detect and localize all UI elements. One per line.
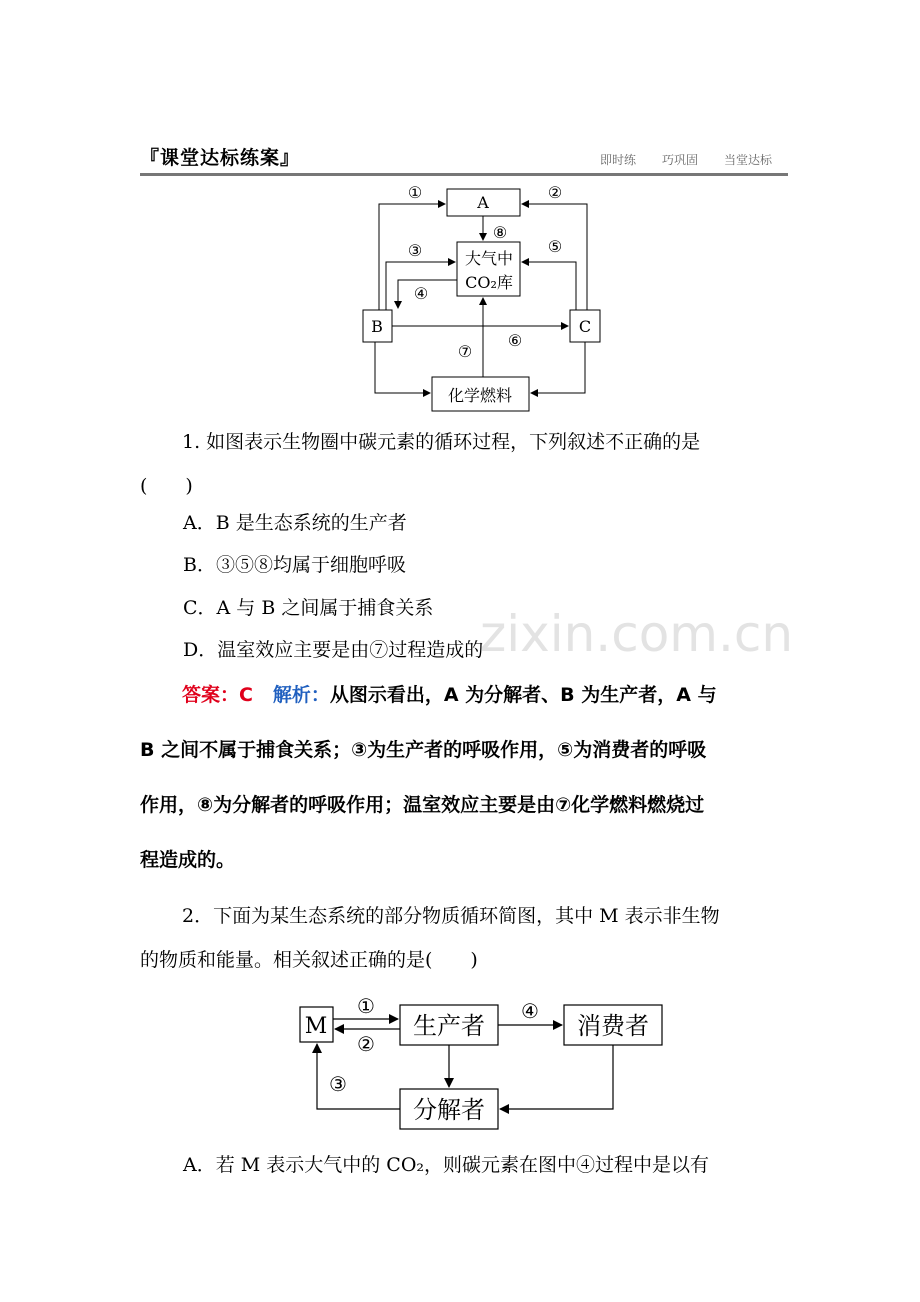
label-3: ③: [407, 241, 423, 260]
label-7: ⑦: [457, 342, 473, 361]
answer-label: 答案：C: [182, 684, 253, 706]
tag-practice: 即时练: [599, 153, 636, 167]
q2-option-a: A．若 M 表示大气中的 CO₂，则碳元素在图中④过程中是以有: [183, 1154, 710, 1176]
q1-stem-line1: 1. 如图表示生物圈中碳元素的循环过程，下列叙述不正确的是: [182, 431, 701, 453]
node-producer-label: 生产者: [413, 1012, 485, 1040]
q1-answer-block: [140, 668, 790, 888]
q1-option-b: B．③⑤⑧均属于细胞呼吸: [183, 554, 406, 576]
fig2-label-4: ④: [521, 999, 539, 1023]
fig2-label-2: ②: [357, 1032, 375, 1056]
node-m-label: M: [304, 1014, 328, 1039]
fig2-label-1: ①: [357, 994, 375, 1018]
tag-standard: 当堂达标: [723, 153, 772, 167]
analysis-line1: 从图示看出，A 为分解者、B 为生产者，A 与: [329, 684, 717, 706]
node-decomposer-label: 分解者: [413, 1096, 485, 1124]
material-cycle-diagram: [296, 993, 666, 1133]
q1-stem-line2: ( ): [140, 475, 193, 497]
q1-stem: [140, 420, 790, 508]
label-8: ⑧: [492, 223, 508, 242]
label-5: ⑤: [547, 237, 563, 256]
label-2: ②: [547, 183, 563, 202]
node-fuel-label: 化学燃料: [447, 386, 513, 405]
label-1: ①: [407, 183, 423, 202]
node-a-label: A: [477, 193, 489, 212]
carbon-cycle-diagram: [355, 180, 610, 415]
q2-stem-line2: 的物质和能量。相关叙述正确的是( ): [140, 949, 478, 971]
q1-option-a: A．B 是生态系统的生产者: [183, 512, 407, 534]
analysis-label: 解析：: [272, 684, 330, 706]
header-tags: [574, 151, 772, 168]
label-4: ④: [413, 284, 429, 303]
node-co2-label-1: 大气中: [464, 249, 514, 268]
node-consumer-label: 消费者: [577, 1012, 649, 1040]
analysis-line2: B 之间不属于捕食关系；③为生产者的呼吸作用，⑤为消费者的呼吸: [140, 739, 707, 761]
q2-stem-line1: 2．下面为某生态系统的部分物质循环简图，其中 M 表示非生物: [182, 905, 720, 927]
q2-stem: [140, 894, 790, 982]
tag-consolidate: 巧巩固: [661, 153, 698, 167]
watermark: zixin.com.cn: [480, 605, 794, 663]
q1-option-d: D．温室效应主要是由⑦过程造成的: [183, 639, 484, 661]
fig2-label-3: ③: [329, 1072, 347, 1096]
analysis-line3: 作用，⑧为分解者的呼吸作用；温室效应主要是由⑦化学燃料燃烧过: [140, 794, 705, 816]
section-title: 『课堂达标练案』: [140, 147, 301, 169]
label-6: ⑥: [507, 331, 523, 350]
node-c-label: C: [578, 317, 592, 336]
node-co2-label-2: CO₂库: [465, 273, 513, 292]
analysis-line4: 程造成的。: [140, 849, 236, 871]
node-b-label: B: [371, 317, 383, 336]
section-header: [140, 143, 788, 176]
q1-option-c: C．A 与 B 之间属于捕食关系: [183, 597, 434, 619]
